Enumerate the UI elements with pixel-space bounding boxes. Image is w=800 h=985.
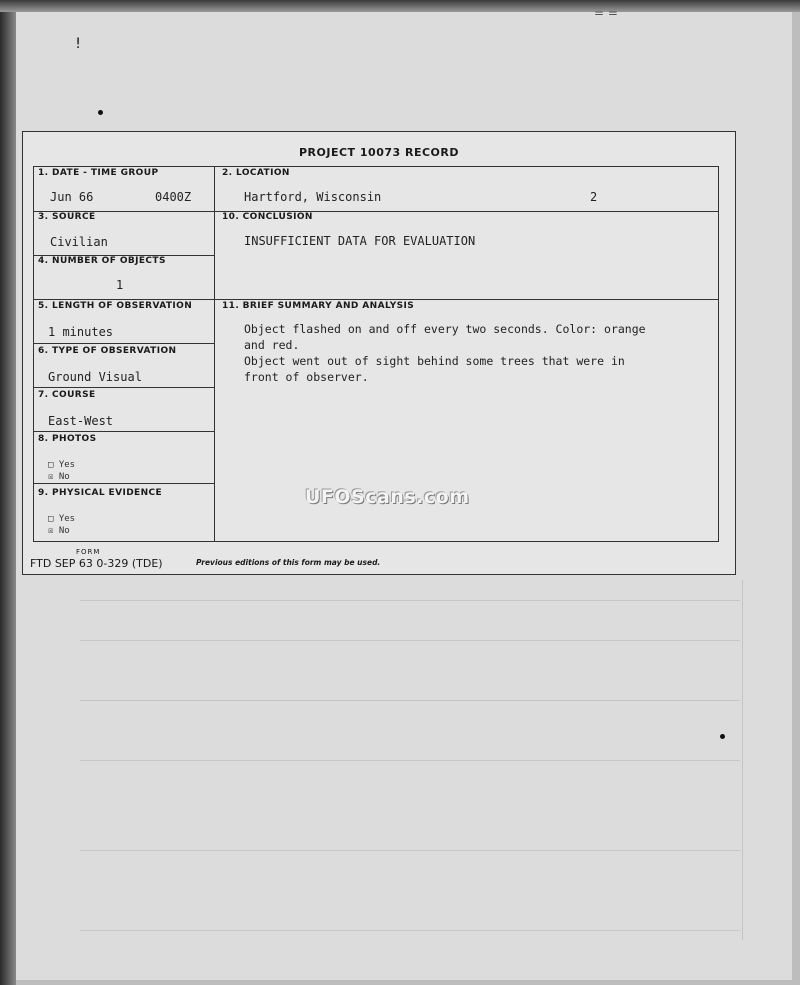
- conclusion-value: INSUFFICIENT DATA FOR EVALUATION: [244, 234, 476, 248]
- column-divider: [214, 167, 215, 541]
- row-divider: [34, 483, 214, 484]
- physical-no-checkbox: ☒ No: [48, 526, 70, 536]
- footer-form-id: FTD SEP 63 0-329 (TDE): [30, 557, 163, 570]
- speck: [98, 110, 103, 115]
- summary-line: and red.: [244, 338, 300, 352]
- location-number: 2: [590, 190, 598, 204]
- course-value: East-West: [48, 414, 114, 428]
- punch-mark: ǃ: [76, 36, 81, 52]
- page-edge-shadow: [0, 0, 16, 985]
- photos-yes-checkbox: □ Yes: [48, 460, 76, 470]
- type-of-observation-label: 6. TYPE OF OBSERVATION: [38, 346, 177, 356]
- row-divider: [34, 431, 214, 432]
- row-divider: [34, 387, 214, 388]
- summary-line: front of observer.: [244, 370, 369, 384]
- footer-form-label: FORM: [76, 548, 101, 556]
- photos-label: 8. PHOTOS: [38, 434, 97, 444]
- form-title: PROJECT 10073 RECORD: [298, 146, 459, 159]
- date-time-label: 1. DATE - TIME GROUP: [38, 168, 159, 178]
- summary-line: Object went out of sight behind some trees that were in: [244, 354, 625, 368]
- length-of-observation-value: 1 minutes: [48, 325, 114, 339]
- footer-note: Previous editions of this form may be used.: [196, 558, 381, 567]
- location-value: Hartford, Wisconsin: [244, 190, 382, 204]
- watermark: UFOScans.com: [305, 486, 470, 508]
- physical-yes-checkbox: □ Yes: [48, 514, 76, 524]
- date-value: Jun 66: [50, 190, 94, 204]
- course-label: 7. COURSE: [38, 390, 96, 400]
- source-value: Civilian: [50, 235, 108, 249]
- conclusion-label: 10. CONCLUSION: [222, 212, 313, 222]
- speck: [720, 734, 725, 739]
- source-label: 3. SOURCE: [38, 212, 96, 222]
- location-label: 2. LOCATION: [222, 168, 290, 178]
- page-edge-shadow-top: [0, 0, 800, 12]
- photos-no-checkbox: ☒ No: [48, 472, 70, 482]
- type-of-observation-value: Ground Visual: [48, 370, 142, 384]
- number-of-objects-value: 1: [116, 278, 124, 292]
- physical-evidence-label: 9. PHYSICAL EVIDENCE: [38, 488, 163, 498]
- summary-label: 11. BRIEF SUMMARY AND ANALYSIS: [222, 301, 415, 311]
- row-divider: [34, 343, 214, 344]
- summary-text: [244, 322, 704, 386]
- row-divider: [34, 299, 718, 300]
- corner-mark: = =: [594, 6, 618, 20]
- number-of-objects-label: 4. NUMBER OF OBJECTS: [38, 256, 166, 266]
- length-of-observation-label: 5. LENGTH OF OBSERVATION: [38, 301, 193, 311]
- time-value: 0400Z: [155, 190, 192, 204]
- summary-line: Object flashed on and off every two seconds. Color: orange: [244, 322, 646, 336]
